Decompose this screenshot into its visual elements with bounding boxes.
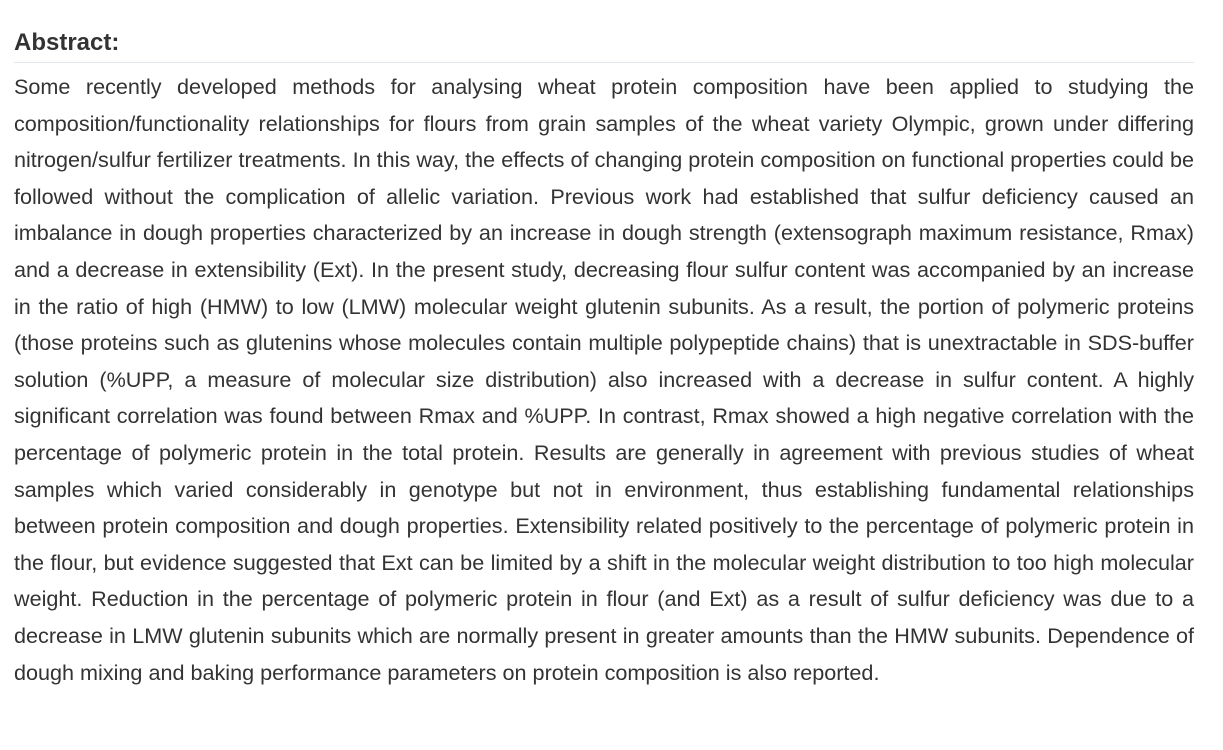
abstract-section — [14, 24, 1194, 691]
abstract-heading: Abstract: — [14, 24, 1194, 63]
abstract-text: Some recently developed methods for analysing wheat protein composition have been applied to studying the composition/functionality relationships for flours from grain samples of the wheat variety Olympic, grown under differing nitrogen/sulfur fertilizer treatments. In this way, the effects of changing protein composition on functional properties could be followed without the complication of allelic variation. Previous work had established that sulfur deficiency caused an imbalance in dough properties characterized by an increase in dough strength (extensograph maximum resistance, Rmax) and a decrease in extensibility (Ext). In the present study, decreasing flour sulfur content was accompanied by an increase in the ratio of high (HMW) to low (LMW) molecular weight glutenin subunits. As a result, the portion of polymeric proteins (those proteins such as glutenins whose molecules contain multiple polypeptide chains) that is unextractable in SDS-buffer solution (%UPP, a measure of molecular size distribution) also increased with a decrease in sulfur content. A highly significant correlation was found between Rmax and %UPP. In contrast, Rmax showed a high negative correlation with the percentage of polymeric protein in the total protein. Results are generally in agreement with previous studies of wheat samples which varied considerably in genotype but not in environment, thus establishing fundamental relationships between protein composition and dough properties. Extensibility related positively to the percentage of polymeric protein in the flour, but evidence suggested that Ext can be limited by a shift in the molecular weight distribution to too high molecular weight. Reduction in the percentage of polymeric protein in flour (and Ext) as a result of sulfur deficiency was due to a decrease in LMW glutenin subunits which are normally present in greater amounts than the HMW subunits. Dependence of dough mixing and baking performance parameters on protein composition is also reported. — [14, 74, 1194, 685]
